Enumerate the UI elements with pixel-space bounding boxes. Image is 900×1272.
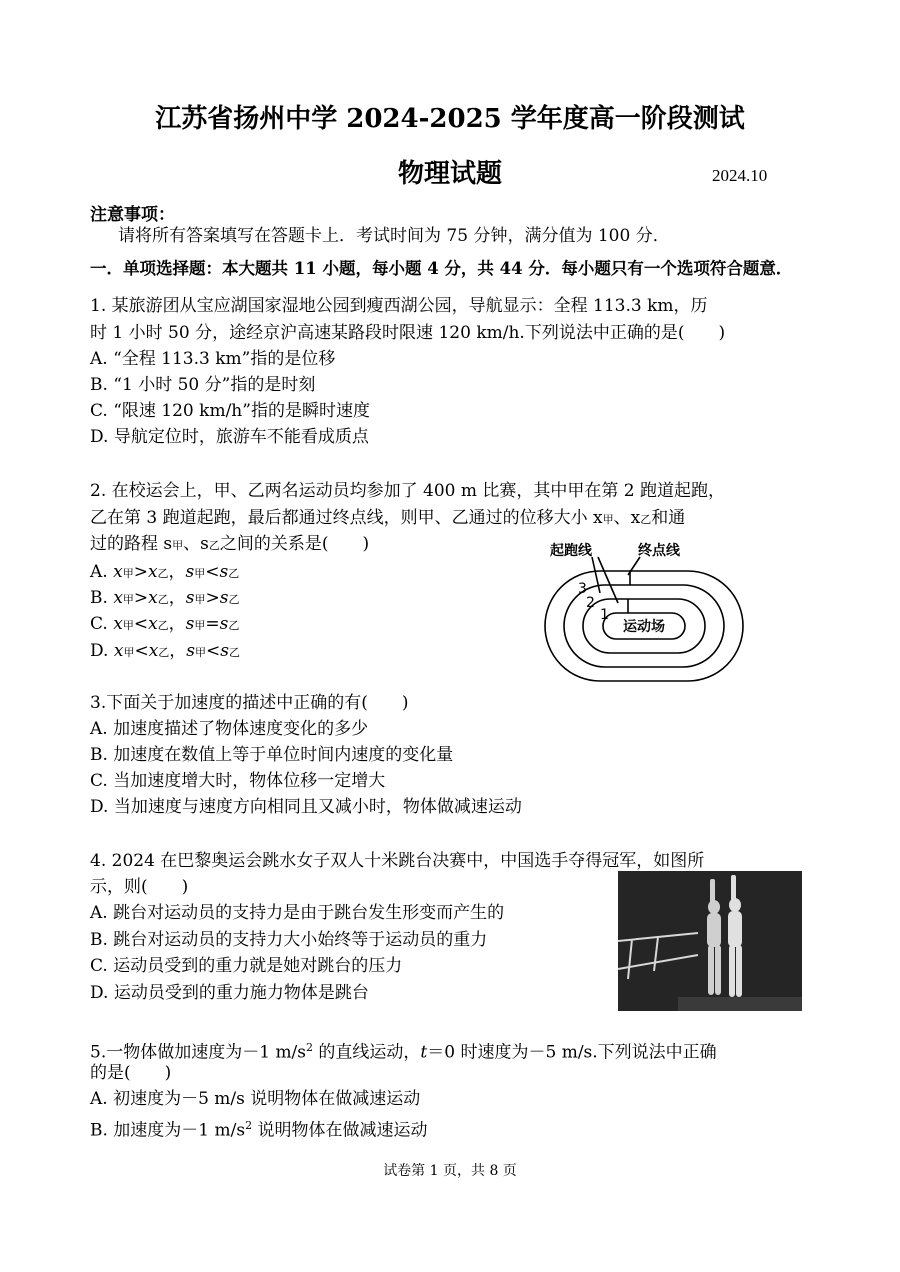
q2-option-a: A. x甲>x乙，s甲<s乙	[90, 562, 240, 582]
q1-option-b: B. “1 小时 50 分”指的是时刻	[90, 375, 316, 395]
q1-stem-line1: 1. 某旅游团从宝应湖国家湿地公园到瘦西湖公园，导航显示：全程 113.3 km，历	[90, 296, 708, 316]
q5-stem-line2: 的是( )	[90, 1063, 172, 1083]
start-line-label: 起跑线	[550, 543, 592, 559]
field-label: 运动场	[623, 619, 665, 635]
q3-stem: 3.下面关于加速度的描述中正确的有( )	[90, 693, 409, 713]
divers-photo	[618, 871, 802, 1011]
q4-stem-line2: 示，则( )	[90, 877, 189, 897]
q4-stem-line1: 4. 2024 在巴黎奥运会跳水女子双人十米跳台决赛中，中国选手夺得冠军，如图所	[90, 851, 705, 871]
q5-option-b: B. 加速度为－1 $m/s^2$ 说明物体在做减速运动	[90, 1119, 428, 1141]
running-track-figure	[540, 535, 760, 690]
q5-stem-line1: 5.一物体做加速度为－1 $m/s^2$ 的直线运动，t＝0 时速度为－5 m/s.下列说法中正确	[90, 1041, 717, 1063]
q2-option-c: C. x甲<x乙，s甲=s乙	[90, 614, 240, 634]
q2-stem-line2: 乙在第 3 跑道起跑，最后都通过终点线，则甲、乙通过的位移大小 x甲、x乙和通	[90, 508, 686, 528]
section-heading: 一．单项选择题：本大题共 11 小题，每小题 4 分，共 44 分．每小题只有一个选项符合题意．	[90, 259, 793, 278]
q1-option-a: A. “全程 113.3 km”指的是位移	[90, 349, 336, 369]
start-line-pointer	[592, 557, 600, 593]
q2-stem-line1: 2. 在校运会上，甲、乙两名运动员均参加了 400 m 比赛，其中甲在第 2 跑道起跑，	[90, 481, 726, 501]
q3-option-b: B. 加速度在数值上等于单位时间内速度的变化量	[90, 745, 454, 765]
q4-option-b: B. 跳台对运动员的支持力大小始终等于运动员的重力	[90, 930, 488, 950]
page-footer: 试卷第 1 页，共 8 页	[383, 1163, 517, 1179]
exam-date: 2024.10	[712, 166, 768, 185]
exam-title: 江苏省扬州中学 2024-2025 学年度高一阶段测试	[155, 104, 745, 134]
q3-option-a: A. 加速度描述了物体速度变化的多少	[90, 719, 369, 739]
q4-option-c: C. 运动员受到的重力就是她对跳台的压力	[90, 956, 403, 976]
q1-stem-line2: 时 1 小时 50 分，途经京沪高速某路段时限速 120 km/h.下列说法中正确的是( )	[90, 323, 726, 343]
q4-option-a: A. 跳台对运动员的支持力是由于跳台发生形变而产生的	[90, 903, 505, 923]
exam-subject: 物理试题	[397, 159, 502, 189]
q3-option-c: C. 当加速度增大时，物体位移一定增大	[90, 771, 386, 791]
q1-option-c: C. “限速 120 km/h”指的是瞬时速度	[90, 401, 370, 421]
q5-option-a: A. 初速度为－5 m/s 说明物体在做减速运动	[90, 1089, 421, 1109]
q2-option-b: B. x甲>x乙，s甲>s乙	[90, 588, 240, 608]
lane-2-label: 2	[586, 595, 595, 611]
q3-option-d: D. 当加速度与速度方向相同且又减小时，物体做减速运动	[90, 797, 522, 817]
lane-3-label: 3	[578, 581, 587, 597]
notice-heading: 注意事项：	[90, 205, 175, 225]
finish-line-label: 终点线	[638, 543, 680, 559]
q1-option-d: D. 导航定位时，旅游车不能看成质点	[90, 427, 369, 447]
q2-stem-line3: 过的路程 s甲、s乙之间的关系是( )	[90, 534, 370, 554]
lane-1-label: 1	[600, 607, 609, 623]
finish-line-pointer	[628, 557, 640, 575]
notice-text: 请将所有答案填写在答题卡上．考试时间为 75 分钟，满分值为 100 分．	[118, 226, 670, 246]
q2-option-d: D. x甲<x乙，s甲<s乙	[90, 641, 240, 661]
q4-option-d: D. 运动员受到的重力施力物体是跳台	[90, 983, 369, 1003]
